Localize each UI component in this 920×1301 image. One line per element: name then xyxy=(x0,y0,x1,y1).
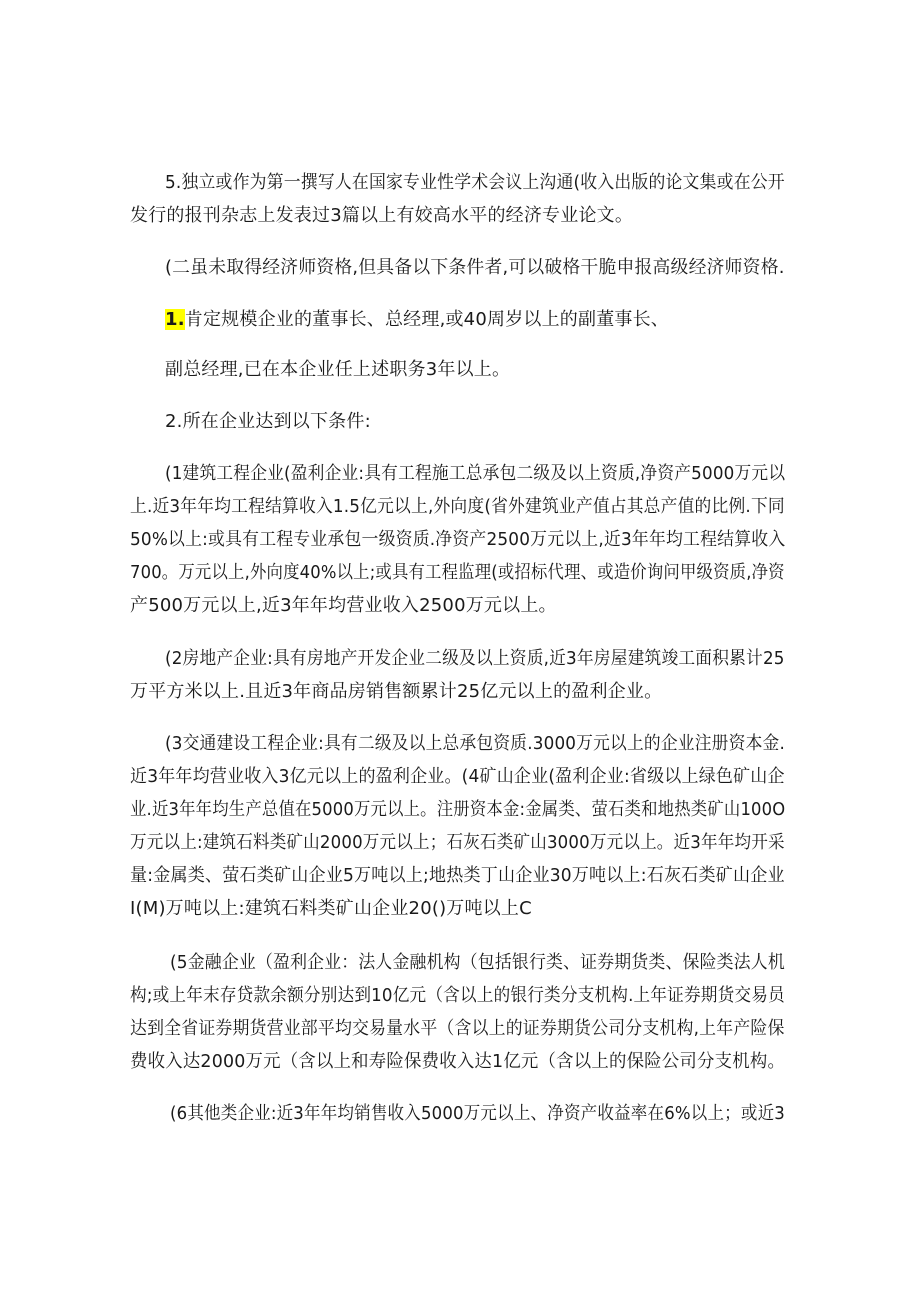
other-enterprise-line-1: (6其他类企业:近3年年均销售收入5000万元以上、净资产收益率在6%以上；或近3 xyxy=(170,1103,786,1124)
paragraph-item-1 xyxy=(165,307,669,333)
highlighted-item-number: 1. xyxy=(165,309,185,330)
construction-enterprise-line-1: (1建筑工程企业(盈利企业:具有工程施工总承包二级及以上资质,净资产5000万元以 xyxy=(165,463,786,484)
real-estate-enterprise-line-2: 万平方米以上.且近3年商品房销售额累计25亿元以上的盈利企业。 xyxy=(130,681,663,702)
transport-mining-line-5: 量:金属类、萤石类矿山企业5万吨以上;地热类丁山企业30万吨以上:石灰石类矿山企业 xyxy=(130,865,785,886)
paragraph-item-1-continued: 副总经理,已在本企业任上述职务3年以上。 xyxy=(165,359,511,380)
construction-enterprise-line-2: 上.近3年年均工程结算收入1.5亿元以上,外向度(省外建筑业产值占其总产值的比例.下同 xyxy=(130,496,785,517)
item-1-text: 肯定规模企业的董事长、总经理,或40周岁以上的副董事长、 xyxy=(184,309,669,330)
transport-mining-line-1: (3交通建设工程企业:具有二级及以上总承包资质.3000万元以上的企业注册资本金. xyxy=(165,733,785,754)
finance-enterprise-line-1: (5金融企业（盈利企业：法人金融机构（包括银行类、证券期货类、保险类法人机 xyxy=(170,952,785,973)
real-estate-enterprise-line-1: (2房地产企业:具有房地产开发企业二级及以上资质,近3年房屋建筑竣工面积累计25 xyxy=(165,648,785,669)
construction-enterprise-line-4: 700。万元以上,外向度40%以上;或具有工程监理(或招标代理、或造价询问甲级资质,净资 xyxy=(130,562,785,583)
transport-mining-line-6: I(M)万吨以上:建筑石料类矿山企业20()万吨以上C xyxy=(130,898,532,919)
paragraph-exception-heading: (二虽未取得经济师资格,但具备以下条件者,可以破格干脆申报高级经济师资格. xyxy=(165,257,785,278)
transport-mining-line-4: 万元以上:建筑石料类矿山2000万元以上；石灰石类矿山3000万元以上。近3年年均开采 xyxy=(130,832,785,853)
paragraph-item-2: 2.所在企业达到以下条件: xyxy=(165,411,371,432)
construction-enterprise-line-5: 产500万元以上,近3年年均营业收入2500万元以上。 xyxy=(130,595,557,616)
finance-enterprise-line-3: 达到全省证券期货营业部平均交易量水平（含以上的证券期货公司分支机构,上年产险保 xyxy=(130,1018,785,1039)
transport-mining-line-2: 近3年年均营业收入3亿元以上的盈利企业。(4矿山企业(盈利企业:省级以上绿色矿山企 xyxy=(130,766,785,787)
paragraph-5-line-2: 发行的报刊杂志上发表过3篇以上有姣高水平的经济专业论文。 xyxy=(130,205,634,226)
finance-enterprise-line-2: 构;或上年末存贷款余额分别达到10亿元（含以上的银行类分支机构.上年证券期货交易员 xyxy=(130,985,785,1006)
paragraph-5-line-1: 5.独立或作为第一撰写人在国家专业性学术会议上沟通(收入出版的论文集或在公开 xyxy=(165,172,785,193)
finance-enterprise-line-4: 费收入达2000万元（含以上和寿险保费收入达1亿元（含以上的保险公司分支机构。 xyxy=(130,1051,786,1072)
transport-mining-line-3: 业.近3年年均生产总值在5000万元以上。注册资本金:金属类、萤石类和地热类矿山100O xyxy=(130,799,786,820)
construction-enterprise-line-3: 50%以上:或具有工程专业承包一级资质.净资产2500万元以上,近3年年均工程结算收入 xyxy=(130,529,786,550)
